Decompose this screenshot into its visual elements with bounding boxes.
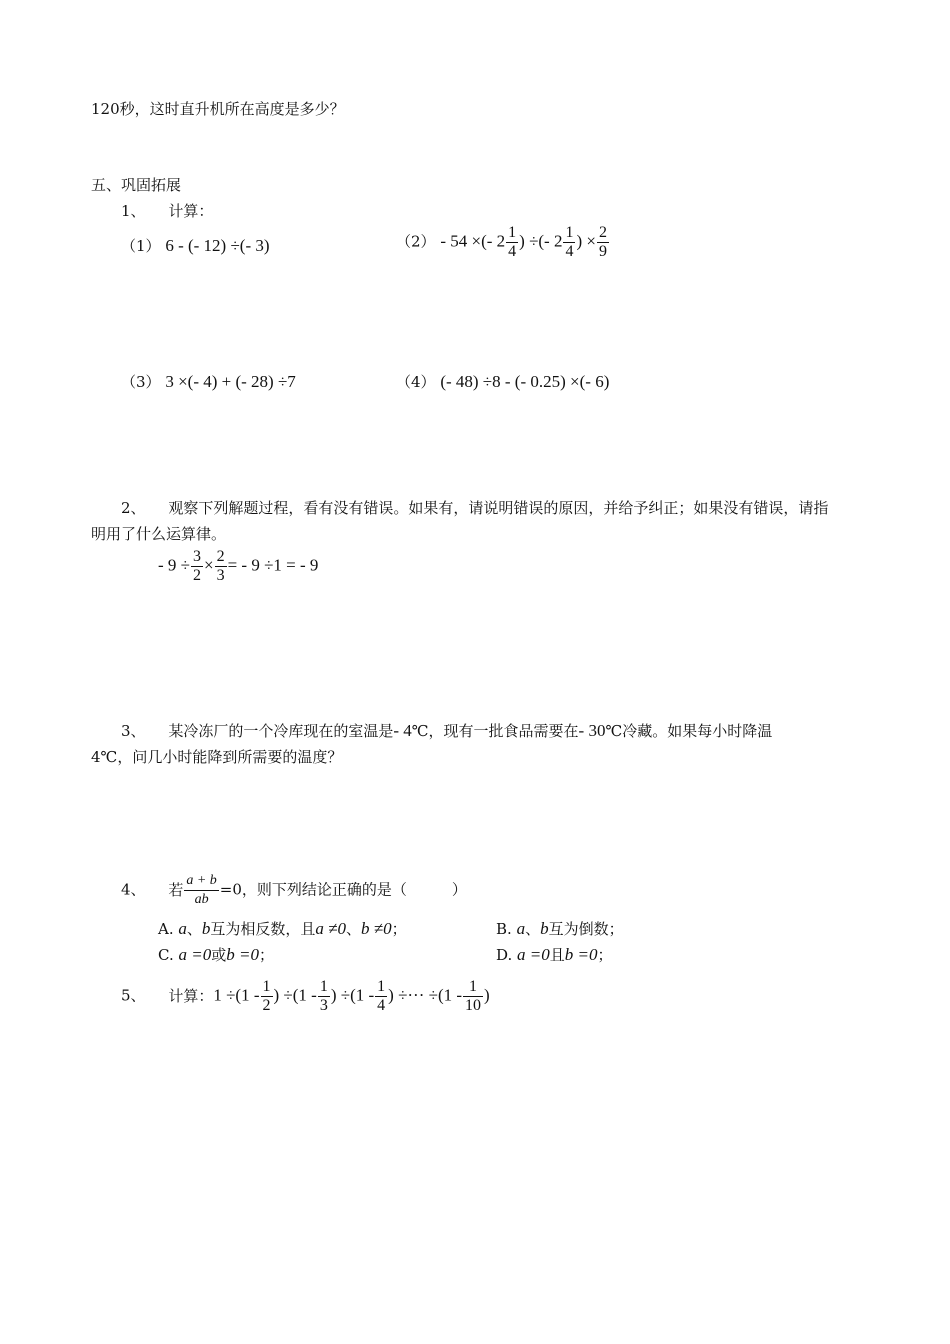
q1-part1 bbox=[121, 235, 270, 257]
q5-prompt: 计算： bbox=[168, 986, 214, 1005]
q1-part2 bbox=[396, 224, 610, 261]
q1-label: 1、 bbox=[121, 202, 146, 220]
q1-prompt: 计算： bbox=[168, 202, 214, 220]
q4-c-or: 或 bbox=[211, 946, 227, 964]
q4-d-label: D. bbox=[496, 946, 513, 964]
q2-label: 2、 bbox=[121, 499, 146, 517]
q5-label: 5、 bbox=[121, 986, 146, 1005]
q4-option-c bbox=[158, 944, 274, 966]
q5-frac3: $\frac{1}{4}$ bbox=[377, 978, 386, 1014]
q4-a-var-a: a bbox=[178, 919, 187, 938]
q2-text2: 明用了什么运算律。 bbox=[91, 525, 227, 543]
q1-p1-num: （1） bbox=[121, 237, 161, 255]
q1-p4-num: （4） bbox=[396, 373, 436, 391]
q3-text2: 4℃，问几小时能降到所需要的温度？ bbox=[91, 748, 343, 766]
q2-frac2: $\frac{2}{3}$ bbox=[216, 548, 225, 584]
q5-c: ) ÷(1 - bbox=[330, 985, 375, 1005]
q4-d-cond2: b =0 bbox=[564, 945, 598, 964]
q3-temp1: - 4 bbox=[393, 721, 412, 740]
q1-p2-frac1: $\frac{1}{4}$ bbox=[508, 224, 517, 260]
q4-option-d bbox=[496, 944, 613, 966]
q2-line1 bbox=[121, 497, 828, 519]
q5-frac4: $\frac{1}{10}$ bbox=[465, 978, 482, 1014]
q4-a-var-b: b bbox=[201, 919, 211, 938]
q4-ruo: 若 bbox=[168, 880, 184, 899]
q4-c-end: ； bbox=[258, 946, 274, 964]
q4-b-var-a: a bbox=[516, 919, 526, 938]
q3-text1c: ℃冷藏。如果每小时降温 bbox=[605, 722, 773, 740]
q4-frac: $\frac{a + b}{ab}$ bbox=[186, 873, 217, 907]
q2-eq-c: = - 9 ÷1 = - 9 bbox=[227, 555, 319, 575]
q4-d-end: ； bbox=[597, 946, 613, 964]
q4-a-cond2: b ≠0 bbox=[361, 919, 392, 938]
q1-p2-frac3: $\frac{2}{9}$ bbox=[598, 224, 607, 260]
q4-b-label: B. bbox=[496, 920, 512, 938]
q1-p2-num: （2） bbox=[396, 232, 436, 251]
q2-frac1: $\frac{3}{2}$ bbox=[193, 548, 201, 584]
q4-c-cond2: b =0 bbox=[226, 945, 259, 964]
q4-b-text: 互为倒数； bbox=[548, 920, 624, 938]
q4-d-and: 且 bbox=[549, 946, 565, 964]
q4-c-label: C. bbox=[158, 946, 174, 964]
q5-frac1: $\frac{1}{2}$ bbox=[262, 978, 271, 1014]
q4-a-end: ； bbox=[391, 920, 407, 938]
q1-p3-num: （3） bbox=[121, 373, 161, 391]
q4-a-sep: 、 bbox=[186, 920, 202, 938]
q1-p1-expr: 6 - (- 12) ÷(- 3) bbox=[165, 236, 270, 255]
q4-option-a bbox=[158, 918, 407, 940]
q3-line1 bbox=[121, 720, 772, 742]
q4-eq: =0，则下列结论正确的是（ ） bbox=[219, 880, 467, 899]
q4-b-var-b: b bbox=[540, 919, 549, 938]
q4-c-cond1: a =0 bbox=[178, 945, 212, 964]
q1-p2-b: ) ÷(- 2 bbox=[519, 231, 563, 251]
q2-text1: 观察下列解题过程，看有没有错误。如果有，请说明错误的原因，并给予纠正；如果没有错误，请指 bbox=[168, 499, 829, 517]
intro-text: 120秒，这时直升机所在高度是多少？ bbox=[91, 100, 345, 118]
q5-a: 1 ÷(1 - bbox=[213, 985, 260, 1005]
q2-eq-a: - 9 ÷ bbox=[158, 555, 190, 575]
q4-a-cond1: a ≠0 bbox=[315, 919, 347, 938]
q1-p2-a: - 54 ×(- 2 bbox=[440, 231, 506, 251]
q4-label: 4、 bbox=[121, 880, 146, 899]
q5-e: ) bbox=[484, 985, 490, 1005]
q1-p3-expr: 3 ×(- 4) + (- 28) ÷7 bbox=[165, 372, 296, 391]
q1-part4 bbox=[396, 371, 609, 393]
q1-p4-expr: (- 48) ÷8 - (- 0.25) ×(- 6) bbox=[440, 372, 610, 391]
q5-d: ) ÷··· ÷(1 - bbox=[388, 985, 463, 1005]
q3-text1a: 某冷冻厂的一个冷库现在的室温是 bbox=[168, 722, 394, 740]
q5-b: ) ÷(1 - bbox=[273, 985, 317, 1005]
q1-part3 bbox=[121, 371, 296, 393]
section-title: 五、巩固拓展 bbox=[91, 176, 182, 194]
q4-a-sep2: 、 bbox=[346, 920, 362, 938]
q3-text1b: ℃，现有一批食品需要在 bbox=[411, 722, 579, 740]
q3-label: 3、 bbox=[121, 722, 146, 740]
q4-a-label: A. bbox=[158, 920, 174, 938]
q4-line1 bbox=[121, 872, 467, 909]
q1-p2-c: ) × bbox=[576, 231, 596, 251]
q2-eq-b: × bbox=[204, 555, 214, 575]
q5-line bbox=[121, 978, 490, 1015]
q3-temp2: - 30 bbox=[578, 721, 606, 740]
q2-equation bbox=[158, 548, 318, 585]
q1-p2-frac2: $\frac{1}{4}$ bbox=[565, 224, 574, 260]
q4-d-cond1: a =0 bbox=[517, 945, 550, 964]
q4-b-sep: 、 bbox=[525, 920, 541, 938]
q5-frac2: $\frac{1}{3}$ bbox=[319, 978, 328, 1014]
q1-header bbox=[121, 200, 213, 222]
q4-option-b bbox=[496, 918, 624, 940]
q4-a-text: 互为相反数，且 bbox=[210, 920, 316, 938]
